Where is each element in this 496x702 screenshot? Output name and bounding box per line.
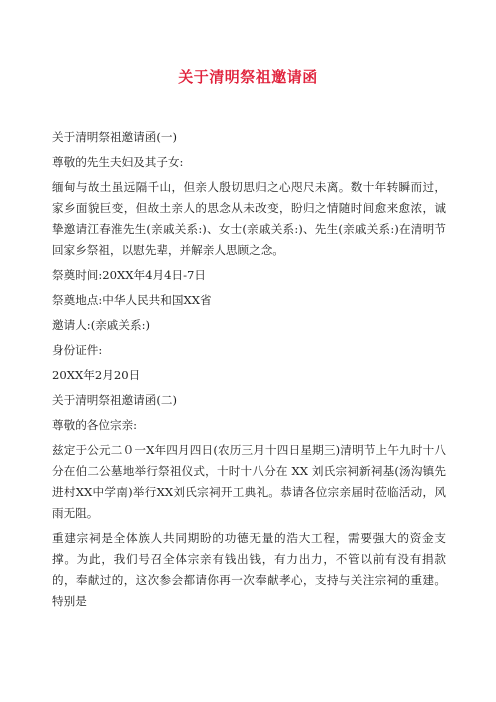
- paragraph-ceremony-notice: 兹定于公元二０一X年四月四日(农历三月十四日星期三)清明节上午九时十八分在伯二公墓地举行祭祖仪式，十时十八分在 XX 刘氏宗祠新祠基(汤沟镇先进村XX中学南)举行XX刘氏宗祠开工典礼。恭请各位宗亲届时莅临活动，风雨无阻。: [52, 443, 446, 520]
- paragraph-salutation-1: 尊敬的先生夫妇及其子女:: [52, 155, 184, 169]
- paragraph-salutation-2: 尊敬的各位宗亲:: [52, 418, 138, 432]
- paragraph-id-document: 身份证件:: [52, 343, 103, 357]
- document-title: 关于清明祭祖邀请函: [178, 68, 318, 86]
- paragraph-heading-1: 关于清明祭祖邀请函(一): [52, 130, 177, 144]
- paragraph-invitation-body: 缅甸与故土虽远隔千山，但亲人殷切思归之心咫尺未离。数十年转瞬而过，家乡面貌巨变，但故土亲人的思念从未改变，盼归之情随时间愈来愈浓，诚挚邀请江春淮先生(亲戚关系:)、女士(亲戚关系:)、先生(亲戚关系:)在清明节回家乡祭祖，以慰先辈，并解亲人思顾之念。: [52, 180, 446, 257]
- paragraph-date: 20XX年2月20日: [52, 368, 141, 382]
- paragraph-donation-appeal: 重建宗祠是全体族人共同期盼的功德无量的浩大工程，需要强大的资金支撑。为此，我们号召全体宗亲有钱出钱，有力出力，不管以前有没有捐款的，奉献过的，这次参会都请你再一次奉献孝心，支持与关注宗祠的重建。特别是: [52, 531, 446, 608]
- paragraph-inviter: 邀请人:(亲戚关系:): [52, 318, 151, 332]
- paragraph-heading-2: 关于清明祭祖邀请函(二): [52, 393, 177, 407]
- paragraph-ceremony-time: 祭奠时间:20XX年4月4日-7日: [52, 268, 206, 282]
- document-body: [52, 127, 446, 616]
- paragraph-ceremony-location: 祭奠地点:中华人民共和国XX省: [52, 293, 212, 307]
